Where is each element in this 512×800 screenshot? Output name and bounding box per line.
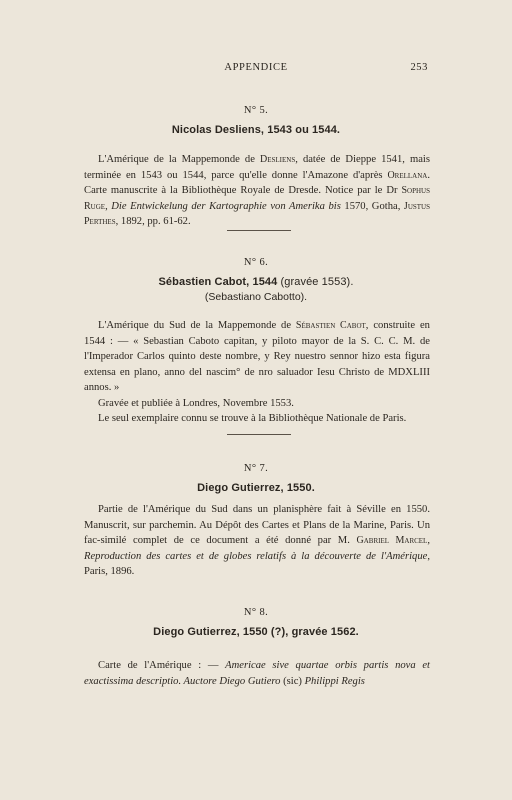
section-subheading: (Sebastiano Cabotto). [204,291,308,303]
section-7-body [84,502,430,580]
section-8-title-block [0,606,512,640]
publisher-name: Justus Perthes [84,200,430,227]
section-heading: Nicolas Desliens, 1543 ou 1544. [171,124,341,136]
author-name: Gabriel Marcel [356,535,428,546]
section-heading: Diego Gutierrez, 1550 (?), gravée 1562. [153,626,359,638]
section-divider [227,230,291,231]
section-heading: Sébastien Cabot, 1544 (gravée 1553). [158,276,354,288]
book-title: Die Entwickelung der Kartographie von Amerika bis [111,200,341,212]
section-6-title-block [0,256,512,304]
section-5-title-block [0,104,512,138]
section-8-body [84,658,430,689]
book-title: Reproduction des cartes et de globes relatifs à la découverte de l'Amérique [84,550,428,562]
section-number: N° 6. [243,257,269,268]
author-name: Desliens [259,154,296,165]
author-name: Sophus Ruge [84,185,430,212]
map-title: Americae sive quartae orbis partis nova et exactissima descriptio. Auctore Diego Gutiero [84,660,430,687]
section-5-body [84,152,430,230]
paragraph: Partie de l'Amérique du Sud dans un planisphère fait à Séville en 1550. Manuscrit, sur parchemin. Au Dépôt des Cartes et Plans de la Marine, Paris. Un fac-similé complet de ce document a été donné par M. Gabriel Marcel, Reproduction des cartes et de globes relatifs à la découverte de l'Amérique, Paris, 1896. [84,504,430,577]
page-number: 253 [410,62,428,73]
section-heading: Diego Gutierrez, 1550. [197,482,315,494]
section-6-body [84,318,430,427]
paragraph: Gravée et publiée à Londres, Novembre 1553. [98,397,294,409]
map-title: Philippi Regis [304,675,365,687]
paragraph: Carte de l'Amérique : — Americae sive quartae orbis partis nova et exactissima descriptio. Auctore Diego Gutiero (sic) Philippi Regis [84,660,430,687]
paragraph: L'Amérique du Sud de la Mappemonde de Sébastien Cabot, construite en 1544 : — « Sebastian Caboto capitan, y piloto mayor de la S. C. C. M. de l'Imperador Carlos quinto deste nombre, y Rey nuestro sennor hizo esta figura extensa en plano, anno del nascim° de nro saluador Iesu Christo de MDXLIII annos. » [84,320,430,393]
section-7-title-block [0,462,512,496]
author-name: Orellana [387,169,428,181]
section-number: N° 7. [243,463,269,474]
author-name: Sébastien Cabot [295,320,366,331]
paragraph: L'Amérique de la Mappemonde de Desliens, datée de Dieppe 1541, mais terminée en 1543 ou 1544, parce qu'elle donne l'Amazone d'après Orellana. Carte manuscrite à la Bibliothèque Royale de Dresde. Notice par le Dr Sophus Ruge, Die Entwickelung der Kartographie von Amerika bis 1570, Gotha, Justus Perthes, 1892, pp. 61-62. [84,154,430,227]
paragraph: Le seul exemplaire connu se trouve à la Bibliothèque Nationale de Paris. [98,413,407,424]
section-divider [227,434,291,435]
running-title: APPENDICE [224,62,288,73]
section-number: N° 5. [243,105,269,116]
running-header [0,62,512,76]
section-number: N° 8. [243,607,269,618]
